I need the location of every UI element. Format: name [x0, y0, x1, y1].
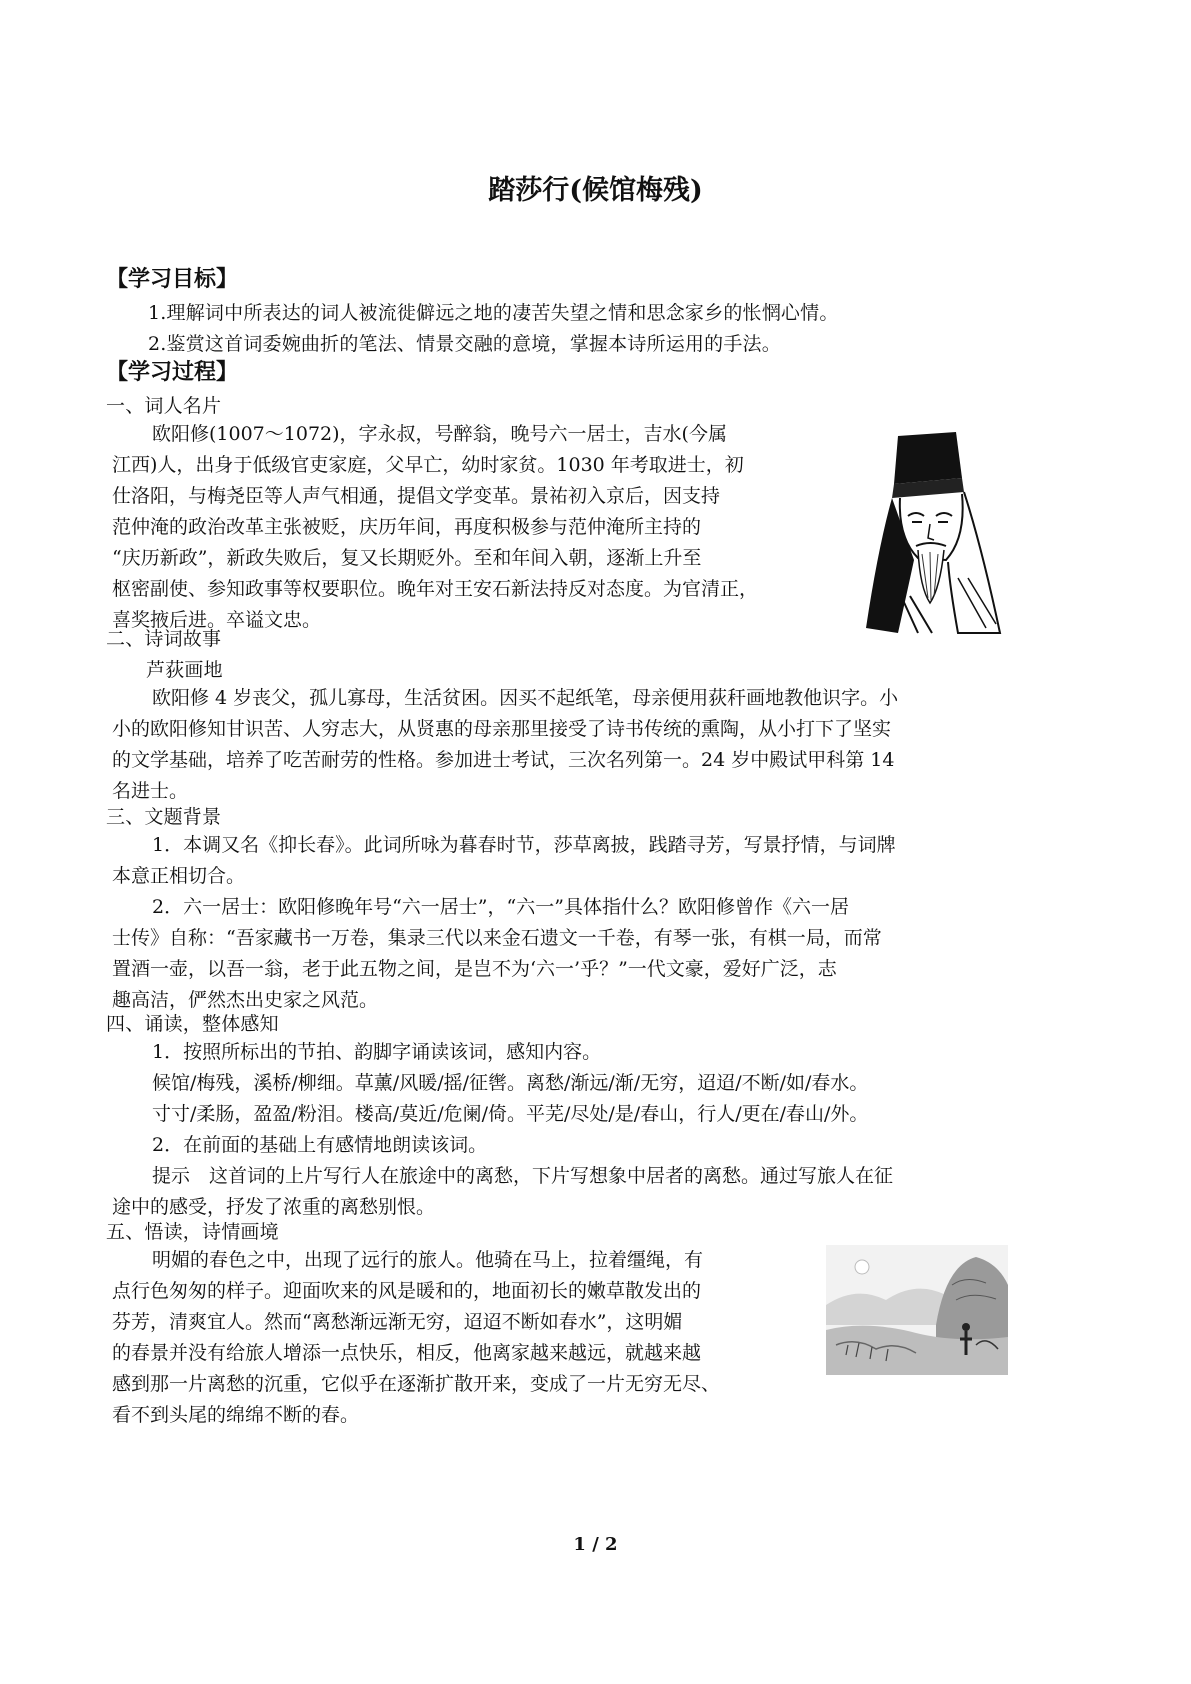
- landscape-image: [826, 1245, 1008, 1375]
- background-line: 趣高洁，俨然杰出史家之风范。: [112, 989, 379, 1011]
- reading-line: 2．在前面的基础上有感情地朗读该词。: [152, 1134, 488, 1156]
- bio-line: “庆历新政”，新政失败后，复又长期贬外。至和年间入朝，逐渐上升至: [112, 547, 702, 569]
- scene-line: 点行色匆匆的样子。迎面吹来的风是暖和的，地面初长的嫩草散发出的: [112, 1280, 702, 1302]
- section-3-body: [112, 830, 1102, 1016]
- section-2-body: [112, 683, 1102, 807]
- bio-line: 江西)人，出身于低级官吏家庭，父早亡，幼时家贫。1030 年考取进士，初: [112, 454, 744, 476]
- section-4-heading: 四、诵读，整体感知: [106, 1013, 279, 1035]
- story-line: 小的欧阳修知甘识苦、人穷志大，从贤惠的母亲那里接受了诗书传统的熏陶，从小打下了坚实: [112, 718, 892, 740]
- portrait-image: [858, 428, 1008, 638]
- page-number: 1 / 2: [573, 1534, 618, 1555]
- background-line: 1．本调又名《抑长春》。此词所咏为暮春时节，莎草离披，践踏寻芳，写景抒情，与词牌: [152, 834, 896, 856]
- section-5-heading: 五、悟读，诗情画境: [106, 1221, 279, 1243]
- background-line: 士传》自称：“吾家藏书一万卷，集录三代以来金石遗文一千卷，有琴一张，有棋一局，而常: [112, 927, 882, 949]
- goal-2: 2.鉴赏这首词委婉曲折的笔法、情景交融的意境，掌握本诗所运用的手法。: [148, 333, 781, 355]
- scene-line: 感到那一片离愁的沉重，它似乎在逐渐扩散开来，变成了一片无穷无尽、: [112, 1373, 721, 1395]
- section-1-heading: 一、词人名片: [106, 395, 222, 417]
- scene-line: 的春景并没有给旅人增添一点快乐，相反，他离家越来越远，就越来越: [112, 1342, 702, 1364]
- hint-line: 提示 这首词的上片写行人在旅途中的离愁，下片写想象中居者的离愁。通过写旅人在征: [152, 1165, 894, 1187]
- reading-line: 1．按照所标出的节拍、韵脚字诵读该词，感知内容。: [152, 1041, 602, 1063]
- section-2-heading: 二、诗词故事: [106, 628, 222, 650]
- bio-line: 范仲淹的政治改革主张被贬，庆历年间，再度积极参与范仲淹所主持的: [112, 516, 702, 538]
- story-subtitle: 芦荻画地: [146, 659, 223, 681]
- process-heading: 【学习过程】: [106, 359, 239, 385]
- spring-landscape-icon: [826, 1245, 1008, 1375]
- background-line: 2．六一居士：欧阳修晚年号“六一居士”，“六一”具体指什么？欧阳修曾作《六一居: [152, 896, 849, 918]
- story-line: 的文学基础，培养了吃苦耐劳的性格。参加进士考试，三次名列第一。24 岁中殿试甲科第 14: [112, 749, 895, 771]
- page-title: 踏莎行(候馆梅残): [488, 175, 703, 206]
- section-3-heading: 三、文题背景: [106, 806, 222, 828]
- scene-line: 看不到头尾的绵绵不断的春。: [112, 1404, 360, 1426]
- goal-1: 1.理解词中所表达的词人被流徙僻远之地的凄苦失望之情和思念家乡的怅惘心情。: [148, 302, 839, 324]
- poem-line: 寸寸/柔肠，盈盈/粉泪。楼高/莫近/危阑/倚。平芜/尽处/是/春山，行人/更在/春山/外。: [152, 1103, 869, 1125]
- scene-line: 芬芳，清爽宜人。然而“离愁渐远渐无穷，迢迢不断如春水”，这明媚: [112, 1311, 683, 1333]
- section-4-body: [112, 1037, 1102, 1223]
- hint-line: 途中的感受，抒发了浓重的离愁别恨。: [112, 1196, 436, 1218]
- bio-line: 欧阳修(1007～1072)，字永叔，号醉翁，晚号六一居士，吉水(今属: [152, 423, 727, 445]
- bio-line: 枢密副使、参知政事等权要职位。晚年对王安石新法持反对态度。为官清正，: [112, 578, 759, 600]
- ouyang-xiu-portrait-icon: [858, 428, 1008, 638]
- story-line: 名进士。: [112, 780, 189, 802]
- story-line: 欧阳修 4 岁丧父，孤儿寡母，生活贫困。因买不起纸笔，母亲便用荻秆画地教他识字。小: [152, 687, 899, 709]
- poem-line: 候馆/梅残，溪桥/柳细。草薰/风暖/摇/征辔。离愁/渐远/渐/无穷，迢迢/不断/如/春水。: [152, 1072, 869, 1094]
- scene-line: 明媚的春色之中，出现了远行的旅人。他骑在马上，拉着缰绳，有: [152, 1249, 704, 1271]
- bio-line: 仕洛阳，与梅尧臣等人声气相通，提倡文学变革。景祐初入京后，因支持: [112, 485, 721, 507]
- background-line: 本意正相切合。: [112, 865, 246, 887]
- background-line: 置酒一壶，以吾一翁，老于此五物之间，是岂不为‘六一’乎？”一代文豪，爱好广泛，志: [112, 958, 837, 980]
- bio-line: 喜奖掖后进。卒谥文忠。: [112, 609, 322, 631]
- goals-heading: 【学习目标】: [106, 266, 239, 292]
